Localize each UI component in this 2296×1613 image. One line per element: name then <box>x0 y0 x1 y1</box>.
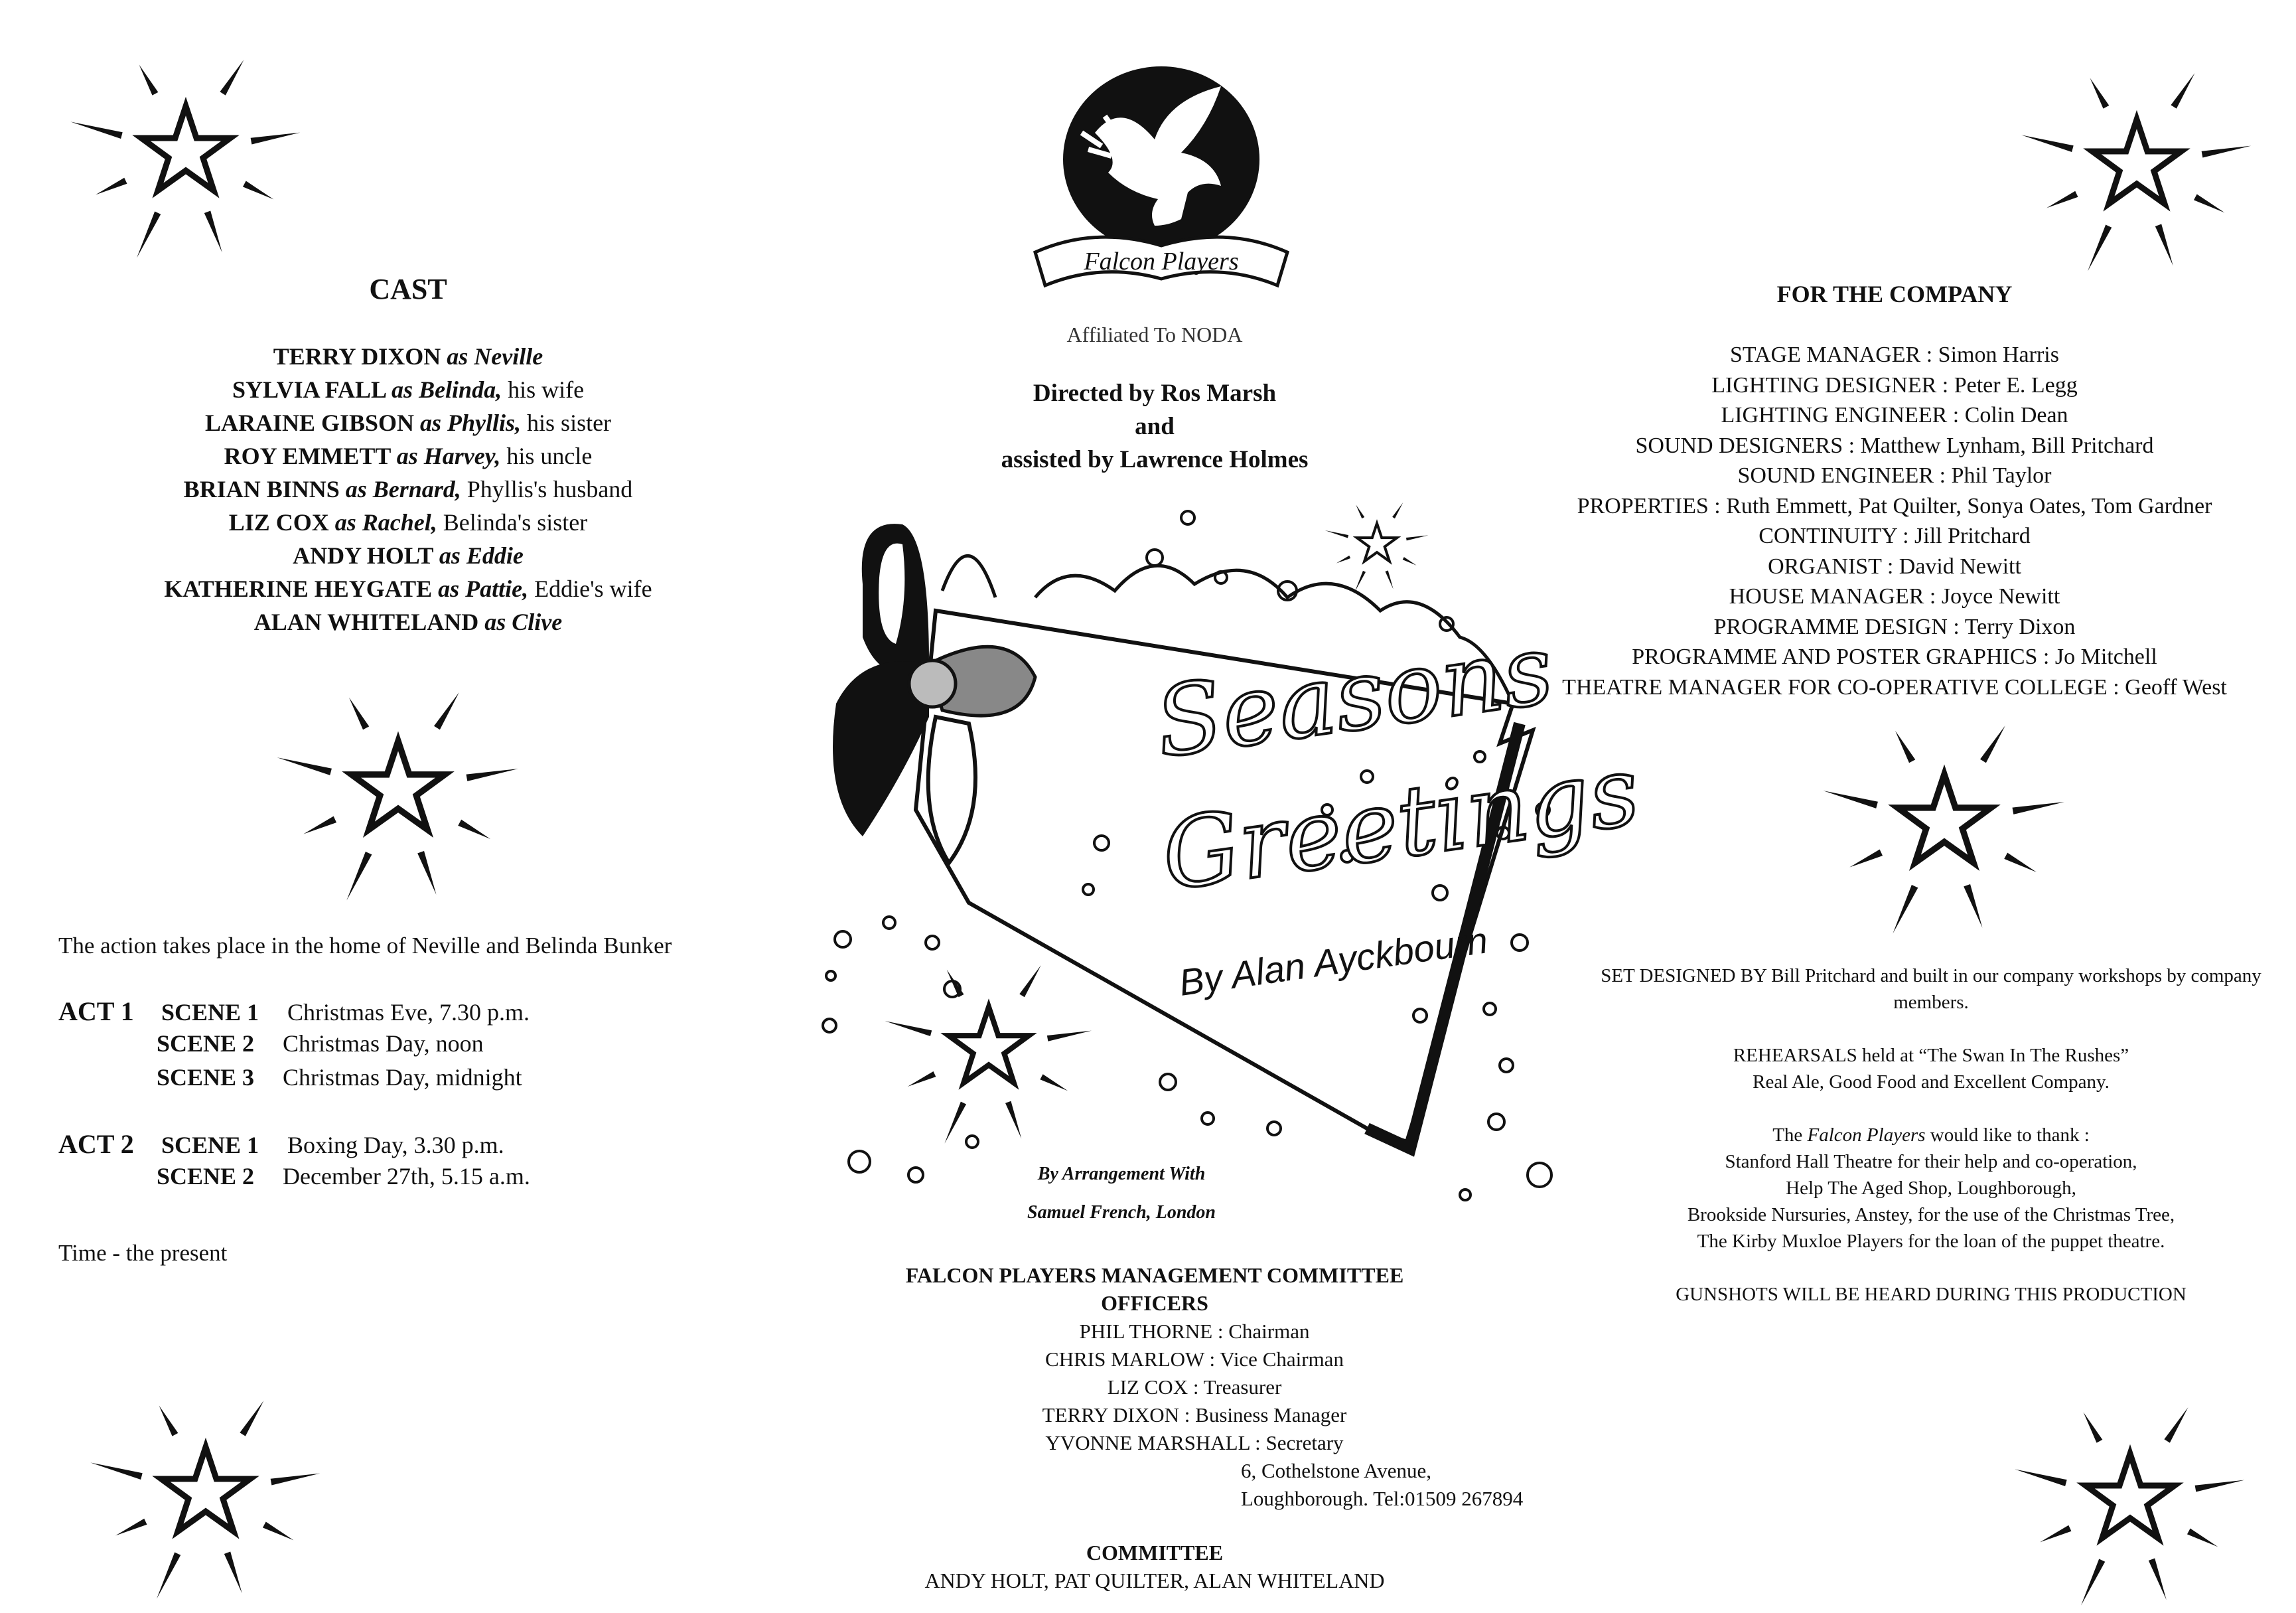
company-role: ORGANIST : David Newitt <box>1768 554 2021 579</box>
tag-title-seasons: Seasons <box>1149 613 1560 780</box>
company-role: THEATRE MANAGER FOR CO-OPERATIVE COLLEGE : Geoff West <box>1562 674 2227 700</box>
company-role: LIGHTING ENGINEER : Colin Dean <box>1721 403 2068 427</box>
cast-member <box>0 605 816 639</box>
address-line2: Loughborough. Tel:01509 267894 <box>1241 1487 1524 1510</box>
thanks-list <box>1687 1151 2175 1252</box>
cast-role: Rachel, <box>362 509 437 536</box>
gunshots-warning: GUNSHOTS WILL BE HEARD DURING THIS PRODUCTION <box>1676 1284 2187 1305</box>
scene-time: Boxing Day, 3.30 p.m. <box>287 1132 504 1158</box>
officer: YVONNE MARSHALL : Secretary <box>1045 1431 1344 1454</box>
rehearsals-note <box>1566 1042 2296 1095</box>
cast-desc: Phyllis's husband <box>461 476 633 502</box>
company-role: HOUSE MANAGER : Joyce Newitt <box>1729 584 2060 609</box>
tag-title-greetings: Greetings <box>1155 734 1646 913</box>
cast-heading: CAST <box>369 273 447 305</box>
tag-author: By Alan Ayckbourn <box>1176 919 1490 1004</box>
and-line: and <box>1135 413 1175 440</box>
company-role: STAGE MANAGER : Simon Harris <box>1730 343 2059 367</box>
cast-member <box>0 340 816 373</box>
officers-heading: OFFICERS <box>1101 1291 1208 1315</box>
rehearsals-line1: REHEARSALS held at “The Swan In The Rushes” <box>1733 1045 2129 1066</box>
scene-label: SCENE 3 <box>157 1064 255 1091</box>
officer: CHRIS MARLOW : Vice Chairman <box>1045 1347 1344 1371</box>
thanks-pre: The <box>1772 1124 1808 1146</box>
cast-role: Pattie, <box>465 576 529 602</box>
director-line: Directed by Ros Marsh <box>1033 380 1277 407</box>
cast-member <box>0 539 816 572</box>
address-line1: 6, Cothelstone Avenue, <box>1241 1459 1431 1482</box>
cast-role: Neville <box>474 343 543 370</box>
act-label: ACT 2 <box>58 1129 134 1159</box>
thanks-item: The Kirby Muxloe Players for the loan of the puppet theatre. <box>1697 1231 2165 1252</box>
company-role: PROGRAMME AND POSTER GRAPHICS : Jo Mitchell <box>1632 645 2157 669</box>
company-roles <box>1513 340 2276 702</box>
company-role: SOUND DESIGNERS : Matthew Lynham, Bill Pritchard <box>1635 433 2154 458</box>
cast-role: Clive <box>512 609 563 635</box>
company-role: LIGHTING DESIGNER : Peter E. Legg <box>1711 372 2078 398</box>
cast-actor: ANDY HOLT <box>293 542 439 569</box>
scene-time: December 27th, 5.15 a.m. <box>283 1163 530 1190</box>
cast-role: Bernard, <box>372 476 461 502</box>
cast-role: Belinda, <box>419 376 502 403</box>
cast-member <box>0 506 816 539</box>
cast-role: Harvey, <box>423 443 501 469</box>
officer: LIZ COX : Treasurer <box>1107 1375 1282 1399</box>
thanks-name: Falcon Players <box>1807 1124 1926 1146</box>
assistant-line: assisted by Lawrence Holmes <box>1001 446 1309 473</box>
production-notes <box>1566 962 2296 1334</box>
thanks-item: Brookside Nursuries, Anstey, for the use of the Christmas Tree, <box>1687 1204 2175 1225</box>
thanks-item: Stanford Hall Theatre for their help and co-operation, <box>1725 1151 2137 1172</box>
cast-as: as <box>392 376 419 403</box>
committee-heading: COMMITTEE <box>1086 1541 1224 1565</box>
scene-label: SCENE 2 <box>157 1163 255 1190</box>
management-heading: FALCON PLAYERS MANAGEMENT COMMITTEE <box>905 1263 1404 1287</box>
cast-actor: TERRY DIXON <box>273 343 447 370</box>
cast-desc: his sister <box>521 410 612 436</box>
logo-text: Falcon Players <box>1084 248 1239 275</box>
gift-tag-illustration <box>783 465 1646 1195</box>
scene-row <box>58 1162 530 1190</box>
star-icon <box>73 1381 338 1606</box>
cast-as: as <box>396 443 424 469</box>
cast-as: as <box>447 343 474 370</box>
cast-member <box>0 572 816 605</box>
arrangement-line2: Samuel French, London <box>1027 1202 1216 1223</box>
cast-member <box>0 406 816 439</box>
arrangement-credit <box>975 1155 1267 1232</box>
cast-actor: KATHERINE HEYGATE <box>164 576 439 602</box>
cast-desc: his wife <box>502 376 585 403</box>
cast-list <box>0 340 816 639</box>
scene-row <box>58 1128 504 1160</box>
cast-actor: ALAN WHITELAND <box>253 609 485 635</box>
act-label: ACT 1 <box>58 996 134 1026</box>
star-icon <box>2004 53 2269 279</box>
scene-time: Christmas Eve, 7.30 p.m. <box>287 999 530 1026</box>
secretary-address <box>1241 1457 1523 1513</box>
cast-member <box>0 439 816 473</box>
scene-row <box>58 1063 522 1091</box>
cast-member <box>0 373 816 406</box>
star-icon <box>1997 1387 2263 1613</box>
company-role: PROGRAMME DESIGN : Terry Dixon <box>1713 614 2076 639</box>
scene-time: Christmas Day, midnight <box>283 1064 522 1091</box>
star-icon <box>1805 704 2084 943</box>
company-role: CONTINUITY : Jill Pritchard <box>1758 524 2031 548</box>
cast-member <box>0 473 816 506</box>
cast-as: as <box>439 542 466 569</box>
cast-as: as <box>334 509 362 536</box>
star-icon <box>53 40 319 266</box>
thanks-note <box>1566 1122 2296 1255</box>
arrangement-line1: By Arrangement With <box>1037 1164 1206 1184</box>
falcon-logo-icon <box>1022 60 1301 312</box>
cast-role: Eddie <box>466 542 524 569</box>
cast-as: as <box>438 576 466 602</box>
scene-time: Christmas Day, noon <box>283 1030 484 1057</box>
scene-row <box>58 996 530 1027</box>
cast-actor: LARAINE GIBSON <box>204 410 421 436</box>
cast-desc: Belinda's sister <box>437 509 588 536</box>
scene-label: SCENE 1 <box>161 1132 259 1158</box>
direction-credits <box>902 377 1407 477</box>
affiliation-text: Affiliated To NODA <box>1066 323 1243 346</box>
management-committee <box>796 1261 1513 1317</box>
scene-label: SCENE 1 <box>161 999 259 1026</box>
officer: PHIL THORNE : Chairman <box>1079 1320 1310 1343</box>
time-note: Time - the present <box>58 1240 228 1266</box>
cast-desc: his uncle <box>500 443 593 469</box>
cast-as: as <box>420 410 448 436</box>
cast-as: as <box>345 476 373 502</box>
scene-label: SCENE 2 <box>157 1030 255 1057</box>
thanks-post: would like to thank : <box>1925 1124 2090 1146</box>
cast-as: as <box>484 609 512 635</box>
cast-desc: Eddie's wife <box>528 576 652 602</box>
committee-members: ANDY HOLT, PAT QUILTER, ALAN WHITELAND <box>924 1569 1385 1592</box>
set-design-note: SET DESIGNED BY Bill Pritchard and built in our company workshops by company members. <box>1601 965 2261 1013</box>
company-heading: FOR THE COMPANY <box>1776 281 2013 307</box>
cast-actor: LIZ COX <box>228 509 335 536</box>
company-role: PROPERTIES : Ruth Emmett, Pat Quilter, Sonya Oates, Tom Gardner <box>1577 493 2212 518</box>
cast-actor: ROY EMMETT <box>224 443 397 469</box>
thanks-item: Help The Aged Shop, Loughborough, <box>1786 1178 2076 1199</box>
cast-actor: SYLVIA FALL <box>232 376 392 403</box>
rehearsals-line2: Real Ale, Good Food and Excellent Company. <box>1753 1071 2110 1093</box>
cast-role: Phyllis, <box>447 410 522 436</box>
company-role: SOUND ENGINEER : Phil Taylor <box>1737 463 2052 488</box>
officer: TERRY DIXON : Business Manager <box>1042 1403 1347 1426</box>
officers-list <box>929 1318 1460 1457</box>
committee <box>796 1539 1513 1594</box>
star-icon <box>259 670 538 909</box>
scene-row <box>58 1030 484 1057</box>
setting-text: The action takes place in the home of Neville and Belinda Bunker <box>58 933 672 959</box>
cast-actor: BRIAN BINNS <box>183 476 346 502</box>
